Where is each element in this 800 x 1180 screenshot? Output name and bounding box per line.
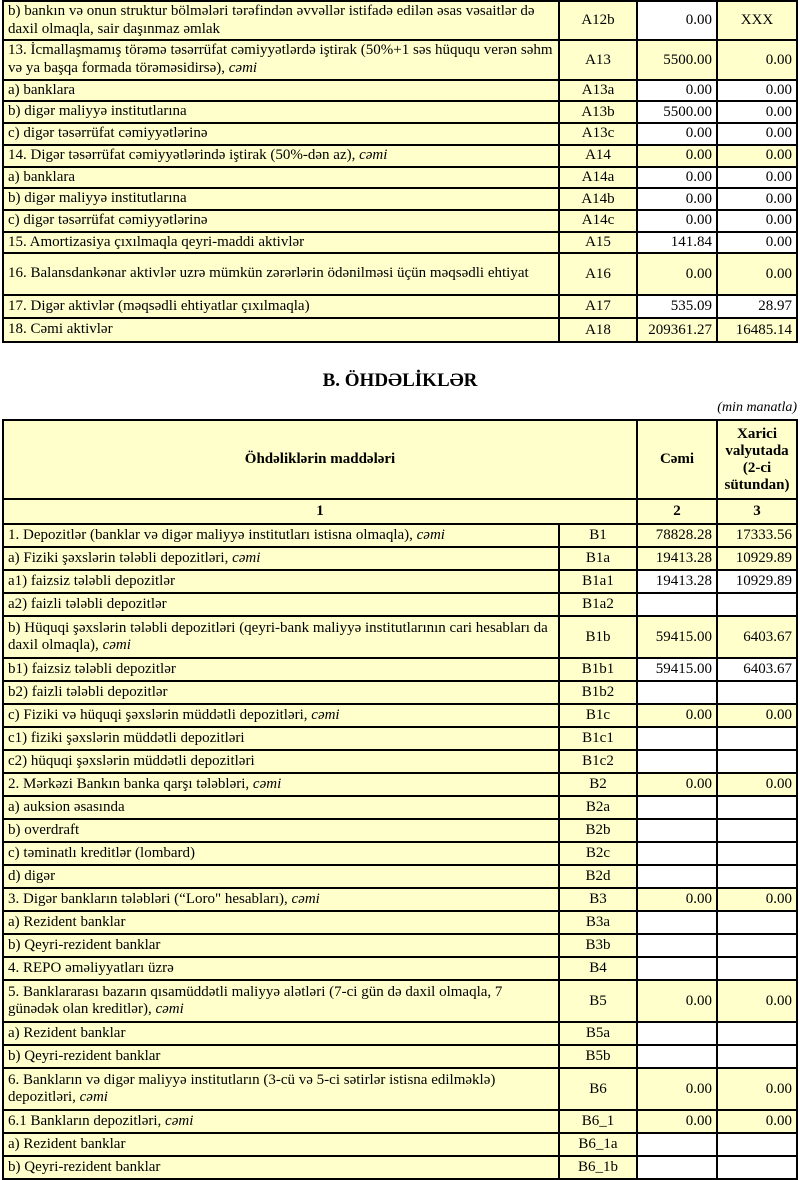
row-label-text: b) Qeyri-rezident banklar (8, 1158, 161, 1175)
row-value-fx: 0.00 (717, 101, 797, 123)
row-label (3, 295, 559, 318)
row-label-text: c) digər təsərrüfat cəmiyyətlərinə (8, 125, 208, 142)
row-code: B1c (559, 704, 637, 727)
table-row (3, 1133, 797, 1156)
row-label-text: b) bankın və onun struktur bölmələri tərəfindən əvvəllər istifadə edilən əsas vəsaitlər də daxil olmaqla, sair daşınmaz əmlak (8, 3, 535, 37)
row-label (3, 773, 559, 796)
row-label-text: a) Fiziki şəxslərin tələbli depozitləri, (8, 549, 233, 566)
row-value-fx: 28.97 (717, 295, 797, 318)
row-value-total: 535.09 (637, 295, 717, 318)
row-label (3, 188, 559, 210)
row-label (3, 40, 559, 79)
row-value-total: 0.00 (637, 704, 717, 727)
row-label-text: c) təminatlı kreditlər (lombard) (8, 844, 196, 861)
row-label (3, 750, 559, 773)
table-row (3, 616, 797, 658)
row-value-total (637, 1022, 717, 1045)
liabilities-section-title: B. ÖHDƏLİKLƏR (322, 370, 478, 392)
table-row (3, 188, 797, 210)
row-code: B6_1 (559, 1110, 637, 1133)
row-value-total: 0.00 (637, 253, 717, 295)
row-label (3, 796, 559, 819)
row-value-fx: 0.00 (717, 704, 797, 727)
row-value-fx: 0.00 (717, 1110, 797, 1133)
row-label (3, 911, 559, 934)
row-value-fx: 0.00 (717, 40, 797, 79)
row-value-total (637, 796, 717, 819)
row-label-text: 6. Bankların və digər maliyyə institutların (3-cü və 5-ci sətirlər istisna edilməklə) depozitləri, (8, 1071, 496, 1106)
row-code: A18 (559, 318, 637, 342)
row-code: B5a (559, 1022, 637, 1045)
row-label (3, 980, 559, 1022)
row-code: B1c2 (559, 750, 637, 773)
row-label-text: 16. Balansdankənar aktivlər uzrə mümkün zərərlərin ödənilməsi üçün məqsədli ehtiyat (8, 265, 529, 282)
table-row (3, 1, 797, 40)
table-row (3, 318, 797, 342)
row-label-text: b) Qeyri-rezident banklar (8, 936, 161, 953)
row-label-emphasis: cəmi (165, 1112, 194, 1129)
table-row (3, 167, 797, 189)
table-row (3, 865, 797, 888)
row-code: A15 (559, 232, 637, 254)
row-code: B1c1 (559, 727, 637, 750)
row-value-total (637, 865, 717, 888)
row-code: A13 (559, 40, 637, 79)
row-value-fx (717, 911, 797, 934)
table-row (3, 1045, 797, 1068)
table-row (3, 750, 797, 773)
row-label-emphasis: cəmi (232, 549, 261, 566)
row-value-total: 0.00 (637, 80, 717, 102)
row-code: B1a (559, 547, 637, 570)
row-value-total: 0.00 (637, 1068, 717, 1110)
row-label-text: a) banklara (8, 81, 76, 98)
table-row (3, 704, 797, 727)
table-row (3, 842, 797, 865)
row-label (3, 210, 559, 232)
row-code: B3b (559, 934, 637, 957)
row-label (3, 1156, 559, 1179)
row-label (3, 547, 559, 570)
row-value-fx (717, 957, 797, 980)
row-code: A17 (559, 295, 637, 318)
table-row (3, 101, 797, 123)
row-value-total: 0.00 (637, 773, 717, 796)
row-value-total (637, 842, 717, 865)
table-row (3, 980, 797, 1022)
table-row (3, 1110, 797, 1133)
row-value-fx: 0.00 (717, 80, 797, 102)
row-label-text: a) auksion əsasında (8, 798, 125, 815)
row-label (3, 865, 559, 888)
row-value-total (637, 1045, 717, 1068)
row-value-total: 141.84 (637, 232, 717, 254)
table-row (3, 934, 797, 957)
row-code: B6 (559, 1068, 637, 1110)
row-label-text: 5. Banklararası bazarın qısamüddətli maliyyə alətləri (7-ci gün də daxil olmaqla, 7 günədək olan kreditlər), (8, 983, 503, 1018)
row-label-emphasis: cəmi (155, 1001, 184, 1018)
row-label-text: a1) faizsiz tələbli depozitlər (8, 572, 175, 589)
table-row (3, 773, 797, 796)
fx-column-header: Xarici valyutada (2-ci sütundan) (717, 420, 797, 499)
row-label-emphasis: cəmi (359, 146, 388, 163)
row-value-total (637, 727, 717, 750)
table-row (3, 819, 797, 842)
table-row (3, 957, 797, 980)
row-value-fx: 10929.89 (717, 547, 797, 570)
row-label (3, 123, 559, 145)
row-label (3, 101, 559, 123)
row-label (3, 232, 559, 254)
row-value-fx (717, 681, 797, 704)
row-label-text: 2. Mərkəzi Bankın banka qarşı tələbləri, (8, 775, 253, 792)
table-row (3, 727, 797, 750)
row-value-fx: 0.00 (717, 210, 797, 232)
row-value-total: 59415.00 (637, 616, 717, 658)
row-label-emphasis: cəmi (102, 637, 131, 654)
table-row (3, 123, 797, 145)
row-value-total: 19413.28 (637, 570, 717, 593)
row-value-total: 0.00 (637, 167, 717, 189)
row-label (3, 593, 559, 616)
row-value-fx (717, 934, 797, 957)
row-code: B3 (559, 888, 637, 911)
table-row (3, 570, 797, 593)
row-value-total (637, 593, 717, 616)
row-value-total: 0.00 (637, 1, 717, 40)
row-label-text: c) Fiziki və hüquqi şəxslərin müddətli depozitləri, (8, 706, 312, 723)
row-value-fx: 0.00 (717, 167, 797, 189)
row-code: A13a (559, 80, 637, 102)
row-value-fx (717, 819, 797, 842)
row-code: A14a (559, 167, 637, 189)
row-code: B1a2 (559, 593, 637, 616)
row-label-text: c1) fiziki şəxslərin müddətli depozitləri (8, 729, 245, 746)
row-label (3, 1110, 559, 1133)
row-code: A16 (559, 253, 637, 295)
table-row (3, 210, 797, 232)
table-row (3, 40, 797, 79)
row-label (3, 888, 559, 911)
assets-table (2, 0, 798, 343)
row-code: B5 (559, 980, 637, 1022)
liabilities-header-row (3, 420, 797, 499)
row-label (3, 727, 559, 750)
row-value-total (637, 1156, 717, 1179)
row-label-text: a2) faizli tələbli depozitlər (8, 595, 167, 612)
row-label (3, 1133, 559, 1156)
row-label-text: a) Rezident banklar (8, 1024, 126, 1041)
row-value-fx: 6403.67 (717, 616, 797, 658)
row-label-text: 6.1 Bankların depozitləri, (8, 1112, 166, 1129)
row-value-fx: 0.00 (717, 145, 797, 167)
table-row (3, 232, 797, 254)
row-code: A14b (559, 188, 637, 210)
table-row (3, 911, 797, 934)
row-value-fx: 0.00 (717, 123, 797, 145)
row-label-text: b) Qeyri-rezident banklar (8, 1047, 161, 1064)
row-value-total: 0.00 (637, 123, 717, 145)
row-label-text: b1) faizsiz tələbli depozitlər (8, 660, 176, 677)
row-value-total (637, 1133, 717, 1156)
column-number-3: 3 (717, 499, 797, 524)
row-value-fx (717, 865, 797, 888)
row-label-text: 4. REPO əməliyyatları üzrə (8, 959, 174, 976)
row-label-emphasis: cəmi (79, 1089, 108, 1106)
row-label (3, 934, 559, 957)
row-code: B1b (559, 616, 637, 658)
row-value-fx (717, 1045, 797, 1068)
row-code: B3a (559, 911, 637, 934)
row-value-total: 59415.00 (637, 658, 717, 681)
row-value-total: 0.00 (637, 145, 717, 167)
row-value-fx: 0.00 (717, 1068, 797, 1110)
row-code: A14 (559, 145, 637, 167)
row-label-text: c2) hüquqi şəxslərin müddətli depozitləri (8, 752, 255, 769)
row-label (3, 842, 559, 865)
row-value-fx: 0.00 (717, 888, 797, 911)
row-label (3, 1045, 559, 1068)
unit-note: (min manatla) (717, 400, 797, 416)
column-numbers-row (3, 499, 797, 524)
row-value-fx (717, 750, 797, 773)
row-label (3, 524, 559, 547)
row-label (3, 704, 559, 727)
row-label-text: b) digər maliyyə institutlarına (8, 190, 187, 207)
row-code: B2d (559, 865, 637, 888)
row-label (3, 253, 559, 295)
row-value-total: 78828.28 (637, 524, 717, 547)
row-value-total: 0.00 (637, 980, 717, 1022)
liabilities-table-body (3, 524, 797, 1179)
row-label-emphasis: cəmi (252, 775, 282, 792)
row-value-total (637, 957, 717, 980)
table-row (3, 524, 797, 547)
row-label-emphasis: cəmi (416, 526, 445, 543)
row-label-text: b2) faizli tələbli depozitlər (8, 683, 168, 700)
row-label (3, 570, 559, 593)
row-value-total: 19413.28 (637, 547, 717, 570)
row-label-text: b) digər maliyyə institutlarına (8, 103, 187, 120)
row-label-text: 15. Amortizasiya çıxılmaqla qeyri-maddi aktivlər (8, 233, 305, 250)
table-row (3, 253, 797, 295)
row-value-fx: 0.00 (717, 773, 797, 796)
table-row (3, 145, 797, 167)
table-row (3, 1022, 797, 1045)
row-label-emphasis: cəmi (311, 706, 340, 723)
row-value-fx: 0.00 (717, 253, 797, 295)
row-code: A13b (559, 101, 637, 123)
row-value-fx: 6403.67 (717, 658, 797, 681)
row-value-fx (717, 1156, 797, 1179)
row-value-total: 0.00 (637, 888, 717, 911)
row-label-text: b) overdraft (8, 821, 80, 838)
row-label (3, 658, 559, 681)
table-row (3, 658, 797, 681)
row-code: B6_1a (559, 1133, 637, 1156)
row-value-fx: 10929.89 (717, 570, 797, 593)
row-value-total (637, 819, 717, 842)
row-value-fx (717, 1022, 797, 1045)
row-value-total (637, 911, 717, 934)
row-code: B1a1 (559, 570, 637, 593)
table-row (3, 593, 797, 616)
row-label-text: d) digər (8, 867, 56, 884)
row-code: B1 (559, 524, 637, 547)
row-label-text: a) Rezident banklar (8, 913, 126, 930)
row-label (3, 1, 559, 40)
row-label-text: a) Rezident banklar (8, 1135, 126, 1152)
row-value-total: 5500.00 (637, 40, 717, 79)
row-code: B2a (559, 796, 637, 819)
row-code: A13c (559, 123, 637, 145)
row-value-fx (717, 727, 797, 750)
items-column-header: Öhdəliklərin maddələri (3, 420, 637, 499)
row-code: B5b (559, 1045, 637, 1068)
row-value-total (637, 934, 717, 957)
row-value-total (637, 750, 717, 773)
assets-table-body (3, 1, 797, 342)
row-label-text: 1. Depozitlər (banklar və digər maliyyə institutları istisna olmaqla), (8, 526, 417, 543)
row-value-total (637, 681, 717, 704)
table-row (3, 796, 797, 819)
row-value-total: 0.00 (637, 210, 717, 232)
row-code: B1b1 (559, 658, 637, 681)
row-label (3, 1022, 559, 1045)
row-value-fx: 17333.56 (717, 524, 797, 547)
row-label (3, 80, 559, 102)
total-column-header: Cəmi (637, 420, 717, 499)
row-value-fx: 0.00 (717, 980, 797, 1022)
table-row (3, 80, 797, 102)
row-label (3, 616, 559, 658)
row-label-text: 13. İcmallaşmamış törəmə təsərrüfat cəmiyyətlərdə iştirak (50%+1 səs hüququ verən səhm və ya başqa formada törəməsidirsə), (8, 42, 553, 77)
row-label-text: 14. Digər təsərrüfat cəmiyyətlərində iştirak (50%-dən az), (8, 146, 360, 163)
table-row (3, 1068, 797, 1110)
row-value-total: 5500.00 (637, 101, 717, 123)
row-value-fx (717, 842, 797, 865)
row-label-text: 3. Digər bankların tələbləri (“Loro" hesabları), (8, 890, 292, 907)
row-value-fx (717, 796, 797, 819)
row-value-total: 209361.27 (637, 318, 717, 342)
row-label (3, 681, 559, 704)
row-value-fx: 0.00 (717, 188, 797, 210)
row-value-fx: XXX (717, 1, 797, 40)
column-number-1: 1 (3, 499, 637, 524)
row-label-text: 17. Digər aktivlər (məqsədli ehtiyatlar çıxılmaqla) (8, 297, 310, 314)
row-label (3, 819, 559, 842)
row-label-text: 18. Cəmi aktivlər (8, 321, 113, 338)
row-value-fx (717, 1133, 797, 1156)
row-label-text: c) digər təsərrüfat cəmiyyətlərinə (8, 211, 208, 228)
row-code: B2b (559, 819, 637, 842)
row-label (3, 167, 559, 189)
column-number-2: 2 (637, 499, 717, 524)
row-label (3, 145, 559, 167)
row-label (3, 957, 559, 980)
row-code: B4 (559, 957, 637, 980)
row-code: B2c (559, 842, 637, 865)
row-code: B2 (559, 773, 637, 796)
row-label (3, 318, 559, 342)
row-code: B1b2 (559, 681, 637, 704)
row-label-emphasis: cəmi (228, 60, 258, 77)
table-row (3, 295, 797, 318)
row-value-fx: 0.00 (717, 232, 797, 254)
row-code: A12b (559, 1, 637, 40)
liabilities-table (2, 419, 798, 1180)
row-label-text: a) banklara (8, 168, 76, 185)
table-row (3, 888, 797, 911)
row-value-total: 0.00 (637, 188, 717, 210)
row-code: B6_1b (559, 1156, 637, 1179)
row-value-fx: 16485.14 (717, 318, 797, 342)
row-label (3, 1068, 559, 1110)
row-value-total: 0.00 (637, 1110, 717, 1133)
row-value-fx (717, 593, 797, 616)
table-row (3, 1156, 797, 1179)
table-row (3, 681, 797, 704)
table-row (3, 547, 797, 570)
row-label-emphasis: cəmi (291, 890, 320, 907)
row-label-text: b) Hüquqi şəxslərin tələbli depozitləri (qeyri-bank maliyyə institutlarının cari hesabları da daxil olmaqla), (8, 619, 548, 654)
row-code: A14c (559, 210, 637, 232)
